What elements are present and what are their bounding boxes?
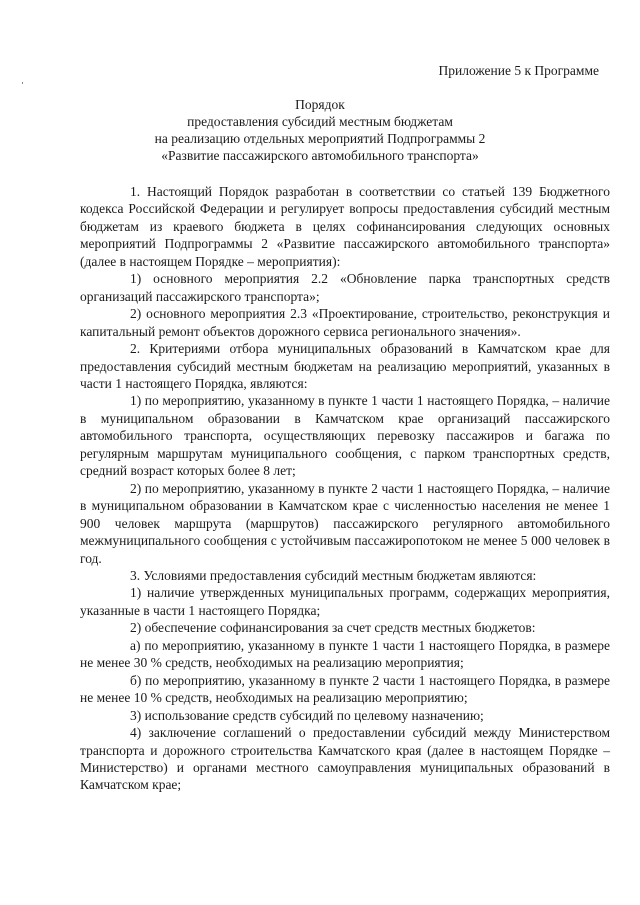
title-line-3: «Развитие пассажирского автомобильного транспорта» [161,148,479,163]
paragraph-3-item-4: 4) заключение соглашений о предоставлении субсидий между Министерством транспорта и дорожного строительства Камчатского края (далее в настоящем Порядке – Министерство) и органами местного самоуправления муниципальных образований в Камчатском крае; [80,725,610,793]
title-heading: Порядок [295,97,345,112]
paragraph-1: 1. Настоящий Порядок разработан в соответствии со статьей 139 Бюджетного кодекса Российской Федерации и регулирует вопросы предоставления субсидий местным бюджетам из краевого бюджета в целях софинансирования следующих основных мероприятий Подпрограммы 2 «Развитие пассажирского автомобильного транспорта» (далее в настоящем Порядке – мероприятия): [80,184,610,269]
scan-speck [22,82,23,84]
paragraph-3-item-1: 1) наличие утвержденных муниципальных программ, содержащих мероприятия, указанные в части 1 настоящего Порядка; [80,585,610,618]
appendix-label: Приложение 5 к Программе [438,63,599,78]
paragraph-3-item-2a: а) по мероприятию, указанному в пункте 1 части 1 настоящего Порядка, в размере не менее 30 % средств, необходимых на реализацию мероприятия; [80,637,610,671]
title-line-1: предоставления субсидий местным бюджетам [187,114,453,129]
paragraph-3: 3. Условиями предоставления субсидий местным бюджетам являются: [130,567,537,583]
paragraph-3-item-2b: б) по мероприятию, указанному в пункте 2 части 1 настоящего Порядка, в размере не менее 10 % средств, необходимых на реализацию мероприятию; [80,672,610,706]
paragraph-2: 2. Критериями отбора муниципальных образований в Камчатском крае для предоставления субсидий местным бюджетам на реализацию мероприятий, указанных в части 1 настоящего Порядка, являются: [80,341,610,391]
paragraph-1-item-2: 2) основного мероприятия 2.3 «Проектирование, строительство, реконструкция и капитальный ремонт объектов дорожного сервиса регионального значения». [80,306,610,339]
title-line-2: на реализацию отдельных мероприятий Подпрограммы 2 [154,131,486,146]
document-body [80,183,610,794]
paragraph-3-item-3: 3) использование средств субсидий по целевому назначению; [130,707,484,723]
paragraph-2-item-1: 1) по мероприятию, указанному в пункте 1 части 1 настоящего Порядка, – наличие в муниципальном образовании в Камчатском крае организаций пассажирского автомобильного транспорта, осуществляющих перевозку пассажиров и багажа по регулярным маршрутам муниципального сообщения, с парком транспортных средств, средний возраст которых более 8 лет; [80,393,610,479]
paragraph-3-item-2: 2) обеспечение софинансирования за счет средств местных бюджетов: [130,620,536,636]
paragraph-1-item-1: 1) основного мероприятия 2.2 «Обновление парка транспортных средств организаций пассажирского транспорта»; [80,271,610,304]
document-title [0,96,640,164]
paragraph-2-item-2: 2) по мероприятию, указанному в пункте 2 части 1 настоящего Порядка, – наличие в муниципальном образовании в Камчатском крае с численностью населения не менее 1 900 человек маршрута (маршрутов) пассажирского регулярного автомобильного межмуниципального сообщения с устойчивым пассажиропотоком не менее 5 000 человек в год. [80,480,610,566]
